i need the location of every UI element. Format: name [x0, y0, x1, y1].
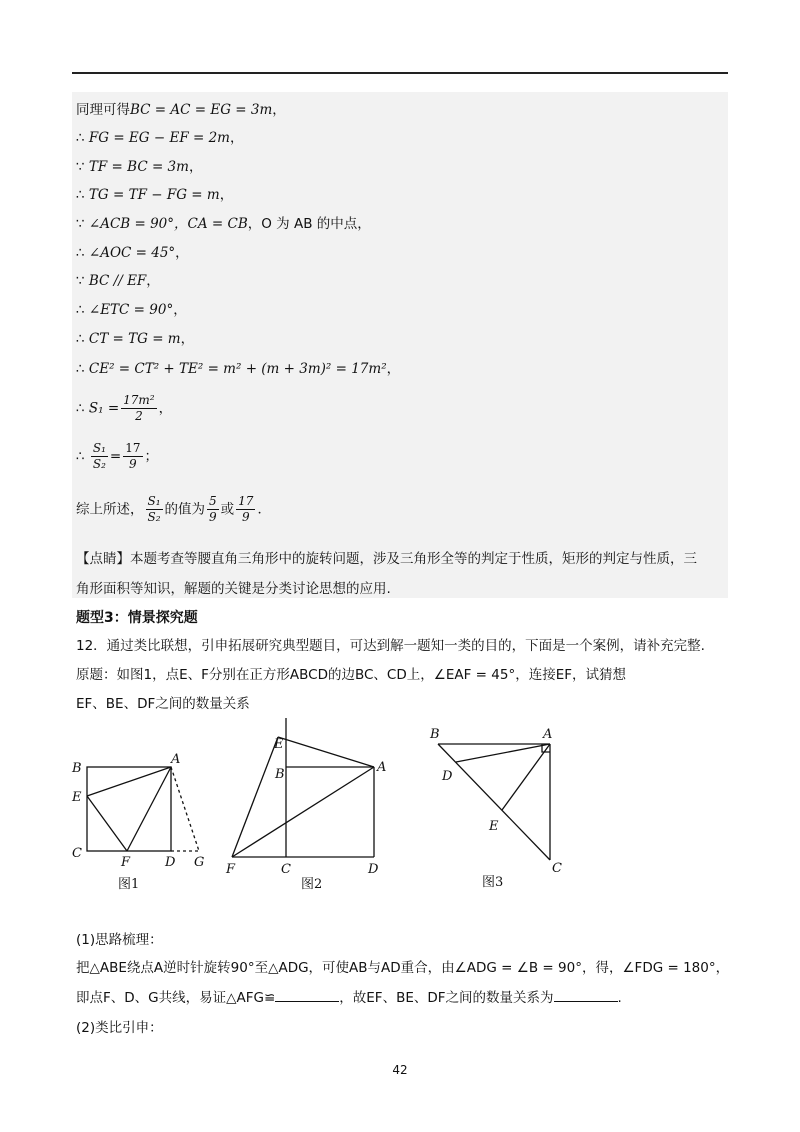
- label-e: E: [489, 819, 499, 834]
- label-b: B: [430, 727, 440, 742]
- solution-line-5: ∵ ∠ACB = 90°，CA = CB，O 为 AB 的中点，: [76, 216, 371, 232]
- label-d: D: [165, 855, 176, 870]
- label-f: F: [226, 862, 236, 877]
- segment-fe: [232, 737, 278, 857]
- label-b: B: [275, 767, 285, 782]
- segment-ad: [456, 744, 550, 762]
- label-a: A: [377, 760, 387, 775]
- part1-line-1: 把△ABE绕点A逆时针旋转90°至△ADG，可使AB与AD重合，由∠ADG = ∠B = 90°，得，∠FDG = 180°，: [76, 960, 730, 976]
- figure-1: [68, 745, 218, 895]
- problem-line-1: 12．通过类比联想，引申拓展研究典型题目，可达到解一题知一类的目的，下面是一个案例，请补充完整.: [76, 638, 705, 654]
- solution-line-7: ∵ BC // EF，: [76, 273, 160, 289]
- part2-title: (2)类比引申：: [76, 1020, 163, 1036]
- label-c: C: [72, 846, 82, 861]
- fig3-caption: 图3: [482, 875, 504, 890]
- page-number: 42: [392, 1063, 408, 1077]
- problem-line-2: 原题：如图1，点E、F分别在正方形ABCD的边BC、CD上，∠EAF = 45°，连接EF，试猜想: [76, 667, 626, 683]
- fig2-caption: 图2: [301, 877, 323, 892]
- section-title: 题型3：情景探究题: [76, 610, 198, 626]
- part1-title: (1)思路梳理：: [76, 932, 163, 948]
- ratio-line: ∴ $\frac{\text{S₁}}{\text{S₂}}$ = $\frac{17}{9}$ ；: [76, 441, 159, 471]
- comment-line-2: 角形面积等知识，解题的关键是分类讨论思想的应用.: [76, 581, 391, 597]
- segment-ea: [278, 737, 374, 767]
- segment-bc: [438, 744, 550, 860]
- solution-line-1: 同理可得BC = AC = EG = 3m，: [76, 102, 286, 118]
- label-d: D: [442, 769, 453, 784]
- segment-fa: [232, 767, 374, 857]
- blank-1[interactable]: [275, 989, 339, 1002]
- part1-line-2: 即点F、D、G共线，易证△AFG≌ ，故EF、BE、DF之间的数量关系为 .: [76, 990, 622, 1006]
- label-a: A: [171, 752, 181, 767]
- square-abcd: [87, 767, 171, 851]
- comment-line-1: 【点睛】本题考查等腰直角三角形中的旋转问题，涉及三角形全等的判定于性质，矩形的判定与性质，三: [76, 551, 697, 567]
- segment-ag: [171, 767, 199, 851]
- problem-line-3: EF、BE、DF之间的数量关系: [76, 696, 250, 712]
- fig1-caption: 图1: [118, 877, 140, 892]
- label-d: D: [368, 862, 379, 877]
- header-rule: [72, 72, 728, 74]
- solution-line-6: ∴ ∠AOC = 45°，: [76, 245, 189, 261]
- blank-2[interactable]: [554, 989, 618, 1002]
- solution-line-8: ∴ ∠ETC = 90°，: [76, 302, 187, 318]
- solution-line-3: ∵ TF = BC = 3m，: [76, 159, 203, 175]
- figure-2: [222, 712, 402, 897]
- segment-ef: [87, 796, 127, 851]
- segment-ae: [502, 744, 550, 810]
- solution-line-9: ∴ CT = TG = m，: [76, 331, 195, 347]
- solution-line-4: ∴ TG = TF − FG = m，: [76, 187, 234, 203]
- label-g: G: [194, 855, 205, 870]
- label-b: B: [72, 761, 82, 776]
- label-e: E: [72, 790, 82, 805]
- conclusion-line: 综上所述， $\frac{\text{S₁}}{\text{S₂}}$ 的值为 $\frac{5}{9}$ 或 $\frac{17}{9}$ ．: [76, 494, 271, 524]
- label-e: E: [274, 737, 284, 752]
- figure-3: [420, 720, 580, 895]
- label-c: C: [281, 862, 291, 877]
- s1-line: ∴ S₁ = $\frac{\text{17m²}}{2}$ ，: [76, 393, 173, 423]
- label-c: C: [552, 861, 562, 876]
- solution-line-2: ∴ FG = EG − EF = 2m，: [76, 130, 244, 146]
- label-f: F: [121, 855, 131, 870]
- label-a: A: [543, 727, 553, 742]
- solution-line-10: ∴ CE² = CT² + TE² = m² + (m + 3m)² = 17m²，: [76, 361, 401, 377]
